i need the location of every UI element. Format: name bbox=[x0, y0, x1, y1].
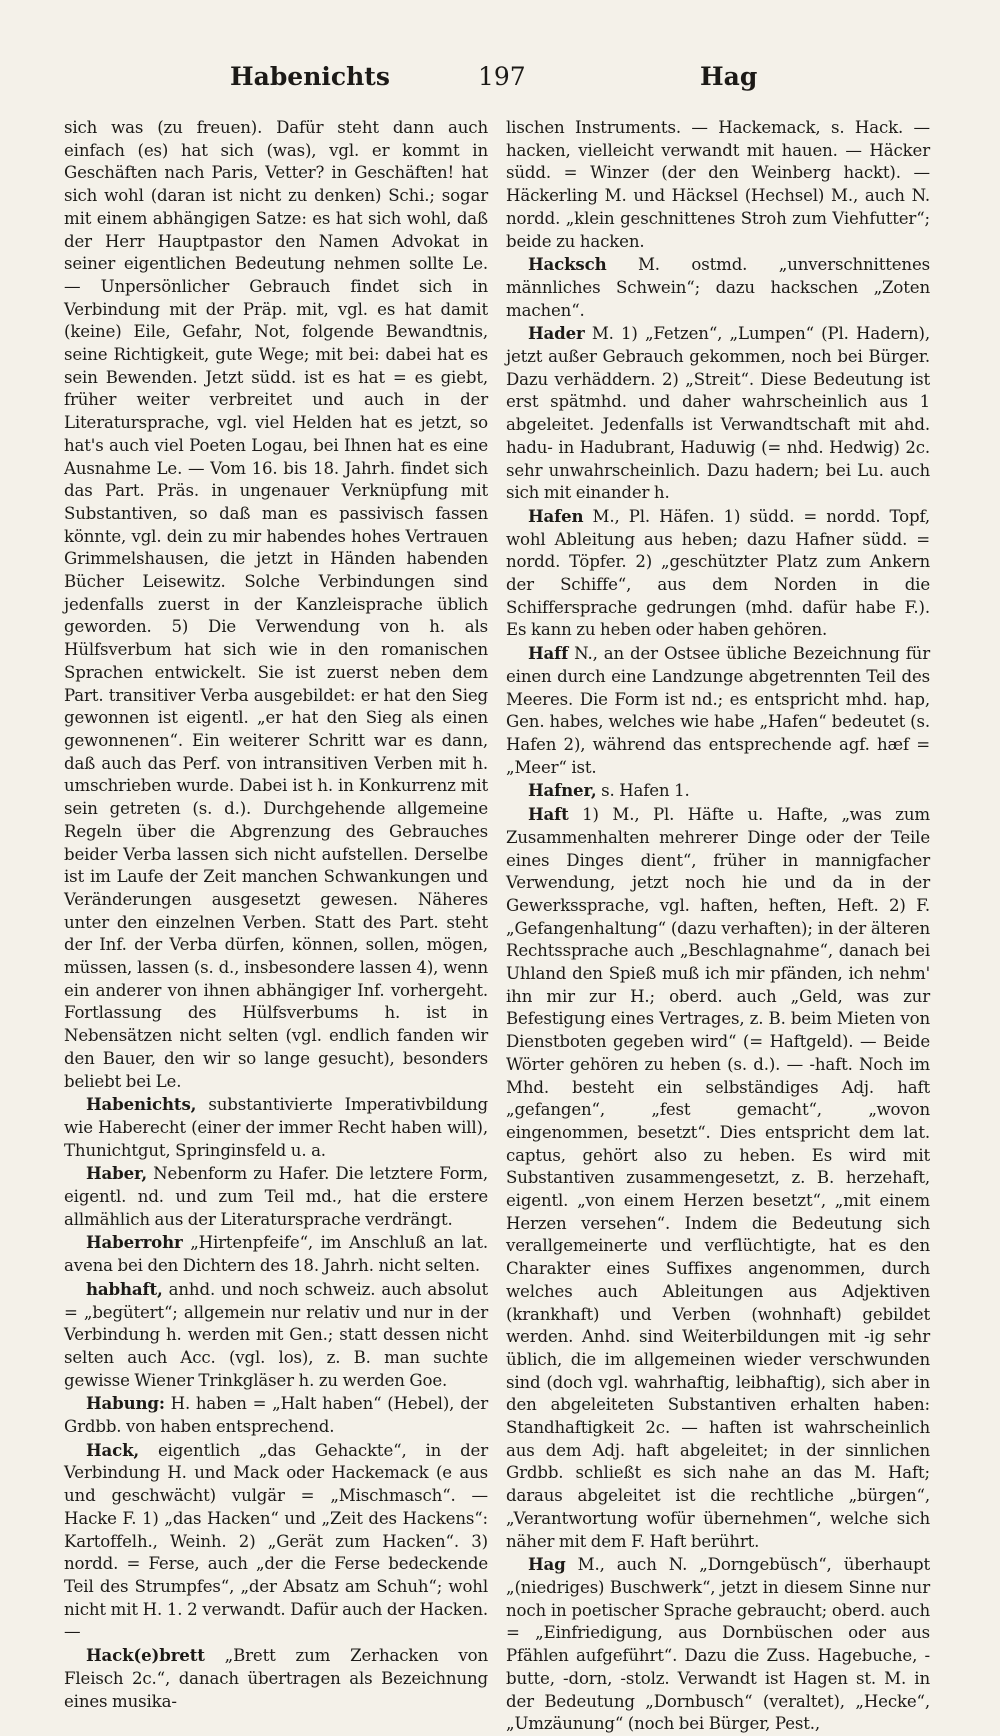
entry-text: N., an der Ostsee übliche Bezeichnung für einen durch eine Landzunge abgetrennten Teil des Meeres. Die Form ist nd.; es entspricht mhd. hap, Gen. habes, welches wie habe „Hafen“ bedeutet (s. Hafen 2), während das entsprechende agf. hæf = „Meer“ ist. bbox=[506, 644, 931, 777]
entry-text: H. haben = „Halt haben“ (Hebel), der Grdbb. von haben entsprechend. bbox=[64, 1394, 489, 1437]
dictionary-entry bbox=[64, 1644, 488, 1713]
entry-text: lischen Instruments. — Hackemack, s. Hack. — hacken, vielleicht verwandt mit hauen. — Häcker südd. = Winzer (der den Weinberg hackt). — Häckerling M. und Häcksel (Hechsel) M., auch N. nordd. „klein geschnittenes Stroh zum Viehfutter“; beide zu hacken. bbox=[506, 118, 930, 251]
dictionary-entry bbox=[506, 803, 930, 1553]
entry-lemma: Haft bbox=[528, 804, 569, 825]
right-column bbox=[506, 116, 930, 1736]
page-number: 197 bbox=[478, 62, 526, 91]
entry-lemma: Hacksch bbox=[528, 254, 607, 275]
entry-lemma: Hack(e)brett bbox=[86, 1645, 205, 1666]
entry-text: M. ostmd. „unverschnittenes männliches Schwein“; dazu hackschen „Zoten machen“. bbox=[506, 255, 930, 320]
entry-lemma: Hack, bbox=[86, 1439, 140, 1460]
dictionary-entry bbox=[506, 322, 930, 505]
dictionary-entry bbox=[506, 505, 930, 642]
dictionary-entry bbox=[64, 1162, 488, 1231]
dictionary-entry bbox=[506, 779, 930, 803]
entry-lemma: Hag bbox=[528, 1554, 566, 1575]
entry-text: sich was (zu freuen). Dafür steht dann auch einfach (es) hat sich (was), vgl. er kommt in Geschäften nach Paris, Vetter? in Geschäften! hat sich wohl (daran ist nicht zu denken) Schi.; sogar mit einem abhängigen Satze: es hat sich wohl, daß der Herr Hauptpastor den Namen Advokat in seiner eigentlichen Bedeutung nehmen sollte Le. — Unpersönlicher Gebrauch findet sich in Verbindung mit der Präp. mit, vgl. es hat damit (keine) Eile, Gefahr, Not, folgende Bewandtnis, seine Richtigkeit, gute Wege; mit bei: dabei hat es sein Bewenden. Jetzt südd. ist es hat = es giebt, früher weiter verbreitet und auch in der Literatursprache, vgl. viel Helden hat es jetzt, so hat's auch viel Poeten Logau, bei Ihnen hat es eine Ausnahme Le. — Vom 16. bis 18. Jahrh. findet sich das Part. Präs. in ungenauer Verknüpfung mit Substantiven, so daß man es passivisch fassen könnte, vgl. dein zu mir habendes hohes Vertrauen Grimmelshausen, die jetzt in Händen habenden Bücher Leisewitz. Solche Verbindungen sind jedenfalls zuerst in der Kanzleisprache üblich geworden. 5) Die Verwendung von h. als Hülfsverbum hat sich wie in den romanischen Sprachen entwickelt. Sie ist zuerst neben dem Part. transitiver Verba ausgebildet: er hat den Sieg gewonnen ist eigentl. „er hat den Sieg als einen gewonnenen“. Ein weiterer Schritt war es dann, daß auch das Perf. von intransitiven Verben mit h. umschrieben wurde. Dabei ist h. in Konkurrenz mit sein getreten (s. d.). Durchgehende allgemeine Regeln über die Abgrenzung des Gebrauches beider Verba lassen sich nicht aufstellen. Derselbe ist im Laufe der Zeit manchen Schwankungen und Veränderungen ausgesetzt gewesen. Näheres unter den einzelnen Verben. Statt des Part. steht der Inf. der Verba dürfen, können, sollen, mögen, müssen, lassen (s. d., insbesondere lassen 4), wenn ein anderer von ihnen abhängiger Inf. vorhergeht. Fortlassung des Hülfsverbums h. ist in Nebensätzen nicht selten (vgl. endlich fanden wir den Bauer, den wir so lange gesucht), besonders beliebt bei Le. bbox=[64, 118, 488, 1091]
entry-lemma: habhaft, bbox=[86, 1278, 163, 1299]
dictionary-entry bbox=[506, 253, 930, 322]
entry-lemma: Hader bbox=[528, 323, 585, 344]
entry-lemma: Hafner, bbox=[528, 780, 597, 801]
entry-text: eigentlich „das Gehackte“, in der Verbindung H. und Mack oder Hackemack (e aus und geschwächt) vulgär = „Mischmasch“. — Hacke F. 1) „das Hacken“ und „Zeit des Hackens“: Kartoffelh., Weinh. 2) „Gerät zum Hacken“. 3) nordd. = Ferse, auch „der die Ferse bedeckende Teil des Strumpfes“, „der Absatz am Schuh“; wohl nicht mit H. 1. 2 verwandt. Dafür auch der Hacken. — bbox=[64, 1440, 488, 1642]
entry-text: „Brett zum Zerhacken von Fleisch 2c.“, danach übertragen als Bezeichnung eines musika- bbox=[64, 1646, 488, 1711]
entry-lemma: Habung: bbox=[86, 1393, 165, 1414]
entry-text: substantivierte Imperativbildung wie Haberecht (einer der immer Recht haben will), Thunichtgut, Springinsfeld u. a. bbox=[64, 1095, 488, 1160]
entry-text: s. Hafen 1. bbox=[601, 781, 690, 801]
entry-lemma: Hafen bbox=[528, 505, 584, 526]
dictionary-entry bbox=[506, 116, 930, 253]
dictionary-entry bbox=[64, 1231, 488, 1277]
entry-text: anhd. und noch schweiz. auch absolut = „begütert“; allgemein nur relativ und nur in der Verbindung h. werden mit Gen.; statt dessen nicht selten auch Acc. (vgl. los), z. B. man suchte gewisse Wiener Trinkgläser h. zu werden Goe. bbox=[64, 1279, 489, 1390]
entry-text: „Hirtenpfeife“, im Anschluß an lat. avena bei den Dichtern des 18. Jahrh. nicht selten. bbox=[64, 1233, 489, 1276]
left-column bbox=[64, 116, 488, 1713]
dictionary-entry bbox=[64, 116, 488, 1093]
dictionary-entry bbox=[64, 1093, 488, 1162]
dictionary-entry bbox=[506, 1553, 930, 1736]
entry-lemma: Haff bbox=[528, 643, 569, 664]
entry-text: Nebenform zu Hafer. Die letztere Form, eigentl. nd. und zum Teil md., hat die erstere allmählich aus der Literatursprache verdrängt. bbox=[64, 1164, 488, 1229]
dictionary-entry bbox=[506, 642, 930, 779]
dictionary-entry bbox=[64, 1439, 488, 1644]
entry-text: M., Pl. Häfen. 1) südd. = nordd. Topf, wohl Ableitung aus heben; dazu Hafner südd. = nordd. Töpfer. 2) „geschützter Platz zum Ankern der Schiffe“, aus dem Norden in die Schiffersprache gedrungen (mhd. dafür habe F.). Es kann zu heben oder haben gehören. bbox=[506, 506, 930, 640]
dictionary-entry bbox=[64, 1278, 488, 1393]
entry-text: M. 1) „Fetzen“, „Lumpen“ (Pl. Hadern), jetzt außer Gebrauch gekommen, noch bei Bürger. Dazu verhäddern. 2) „Streit“. Diese Bedeutung ist erst spätmhd. und daher wahrscheinlich aus 1 abgeleitet. Jedenfalls ist Verwandtschaft mit ahd. hadu- in Hadubrant, Haduwig (= nhd. Hedwig) 2c. sehr unwahrscheinlich. Dazu hadern; bei Lu. auch sich mit einander h. bbox=[506, 324, 930, 503]
dictionary-entry bbox=[64, 1392, 488, 1438]
entry-lemma: Haber, bbox=[86, 1163, 148, 1184]
entry-text: 1) M., Pl. Häfte u. Hafte, „was zum Zusammenhalten mehrerer Dinge oder der Teile eines Dinges dient“, früher in mannigfacher Verwendung, jetzt noch hie und da in der Gewerkssprache, vgl. haften, heften, Heft. 2) F. „Gefangenhaltung“ (dazu verhaften); in der älteren Rechtssprache auch „Beschlagnahme“, danach bei Uhland den Spieß muß ich mir pfänden, ich nehm' ihn mir zur H.; oberd. auch „Geld, was zur Befestigung eines Vertrages, z. B. beim Mieten von Dienstboten gegeben wird“ (= Haftgeld). — Beide Wörter gehören zu heben (s. d.). — -haft. Noch im Mhd. besteht ein selbständiges Adj. haft „gefangen“, „fest gemacht“, „wovon eingenommen, besetzt“. Dies entspricht dem lat. captus, gehört also zu heben. Es wird mit Substantiven zusammengesetzt, z. B. herzehaft, eigentl. „von einem Herzen besetzt“, „mit einem Herzen versehen“. Indem die Bedeutung sich verallgemeinerte und verflüchtigte, hat es den Charakter eines Suffixes angenommen, durch welches auch Ableitungen aus Adjektiven (krankhaft) und Verben (wohnhaft) gebildet werden. Anhd. sind Weiterbildungen mit -ig sehr üblich, die im allgemeinen wieder verschwunden sind (doch vgl. wahrhaftig, leibhaftig), sich aber in den abgeleiteten Substantiven erhalten haben: Standhaftigkeit 2c. — haften ist wahrscheinlich aus dem Adj. haft abgeleitet; in der sinnlichen Grdbb. schließt es sich nahe an das M. Haft; daraus abgeleitet ist die rechtliche „bürgen“, „Verantwortung wofür übernehmen“, welche sich näher mit dem F. Haft berührt. bbox=[506, 805, 930, 1551]
running-head-right: Hag bbox=[700, 62, 758, 91]
entry-lemma: Haberrohr bbox=[86, 1232, 183, 1253]
running-head-left: Habenichts bbox=[230, 62, 390, 91]
entry-lemma: Habenichts, bbox=[86, 1094, 197, 1115]
entry-text: M., auch N. „Dorngebüsch“, überhaupt „(niedriges) Buschwerk“, jetzt in diesem Sinne nur noch in poetischer Sprache gebraucht; oberd. auch = „Einfriedigung, aus Dornbüschen oder aus Pfählen aufgeführt“. Dazu die Zuss. Hagebuche, -butte, -dorn, -stolz. Verwandt ist Hagen st. M. in der Bedeutung „Dornbusch“ (veraltet), „Hecke“, „Umzäunung“ (noch bei Bürger, Pest., bbox=[506, 1555, 930, 1734]
